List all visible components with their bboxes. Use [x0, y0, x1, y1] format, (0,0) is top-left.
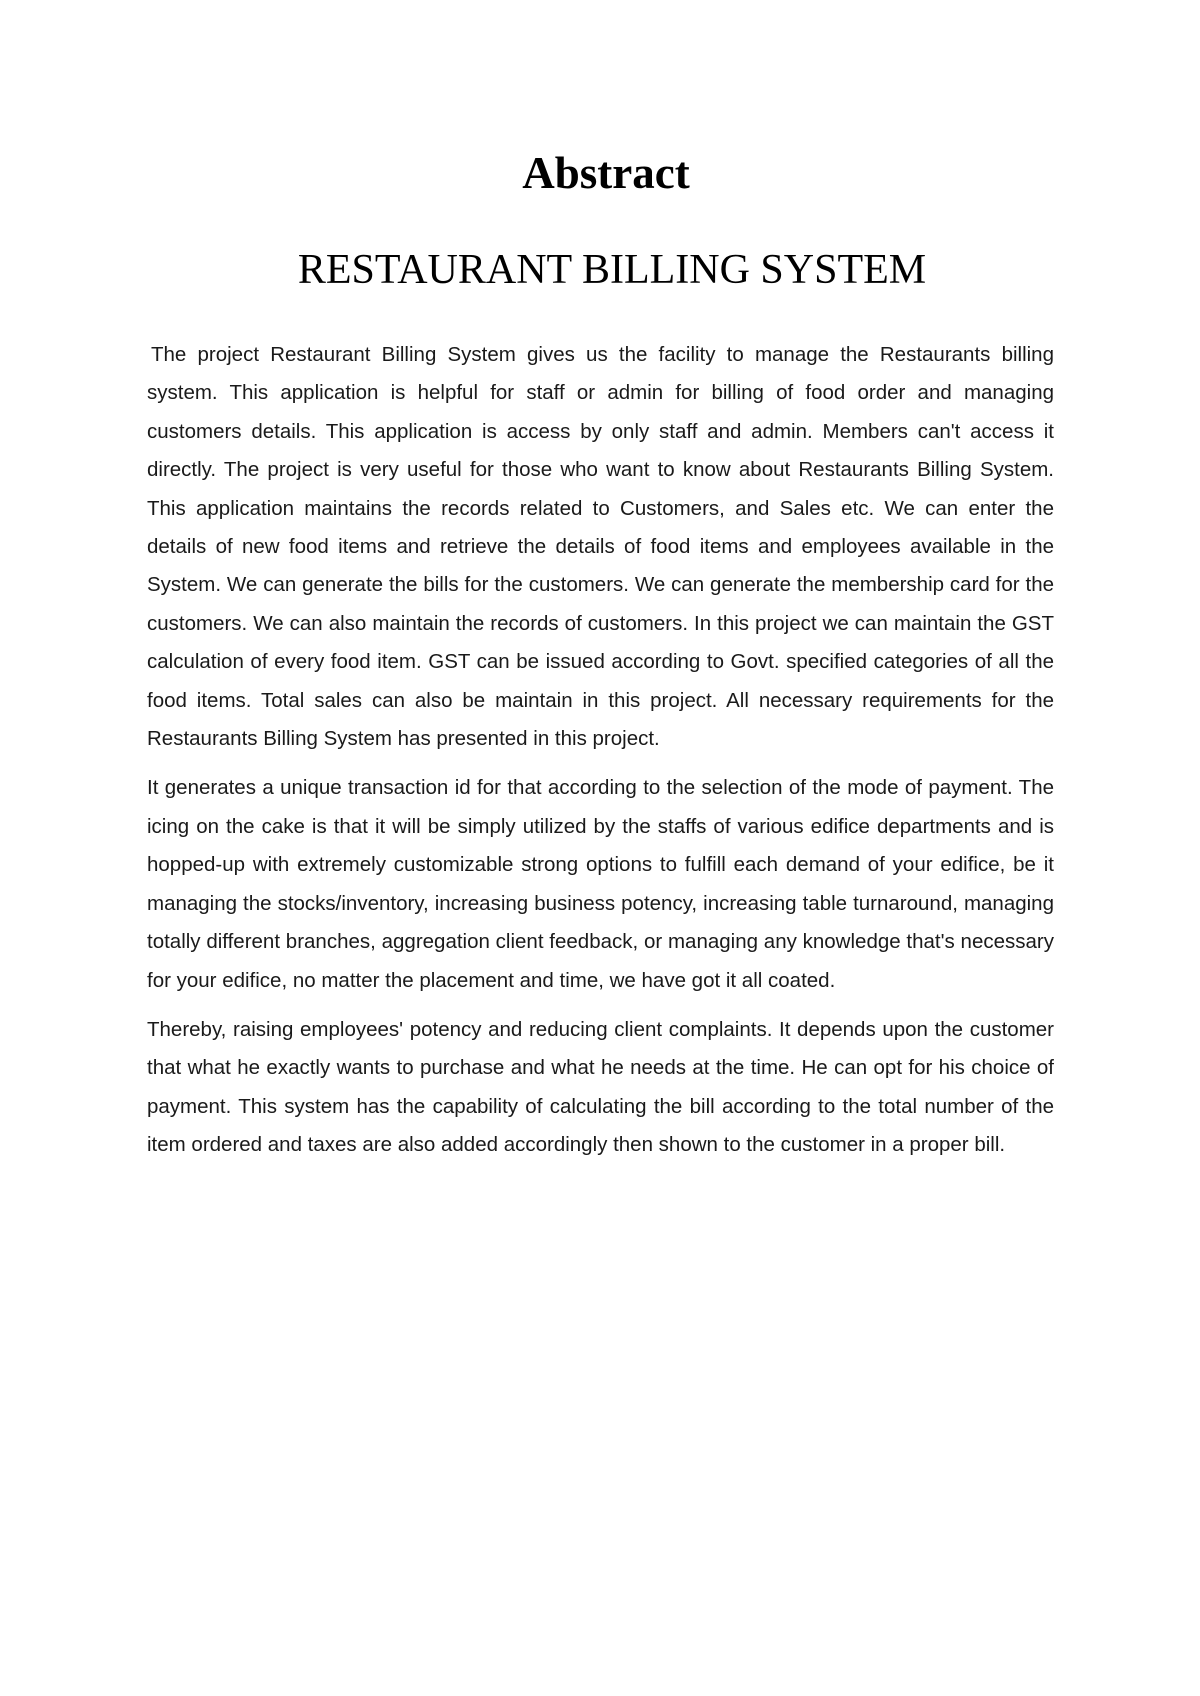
- abstract-heading: Abstract: [522, 148, 690, 198]
- abstract-paragraph-2: It generates a unique transaction id for that according to the selection of the mode of payment. The icing on the cake is that it will be simply utilized by the staffs of various edifice departments and is hopped-up with extremely customizable strong options to fulfill each demand of your edifice, be it managing the stocks/inventory, increasing business potency, increasing table turnaround, managing totally different branches, aggregation client feedback, or managing any knowledge that's necessary for your edifice, no matter the placement and time, we have got it all coated.: [147, 776, 1054, 992]
- document-title: RESTAURANT BILLING SYSTEM: [297, 247, 927, 293]
- abstract-body: [147, 336, 1054, 1176]
- abstract-paragraph-1: The project Restaurant Billing System gives us the facility to manage the Restaurants billing system. This application is helpful for staff or admin for billing of food order and managing customers details. This application is access by only staff and admin. Members can't access it directly. The project is very useful for those who want to know about Restaurants Billing System. This application maintains the records related to Customers, and Sales etc. We can enter the details of new food items and retrieve the details of food items and employees available in the System. We can generate the bills for the customers. We can generate the membership card for the customers. We can also maintain the records of customers. In this project we can maintain the GST calculation of every food item. GST can be issued according to Govt. specified categories of all the food items. Total sales can also be maintain in this project. All necessary requirements for the Restaurants Billing System has presented in this project.: [147, 343, 1054, 751]
- abstract-paragraph-3: Thereby, raising employees' potency and reducing client complaints. It depends upon the customer that what he exactly wants to purchase and what he needs at the time. He can opt for his choice of payment. This system has the capability of calculating the bill according to the total number of the item ordered and taxes are also added accordingly then shown to the customer in a proper bill.: [147, 1017, 1054, 1157]
